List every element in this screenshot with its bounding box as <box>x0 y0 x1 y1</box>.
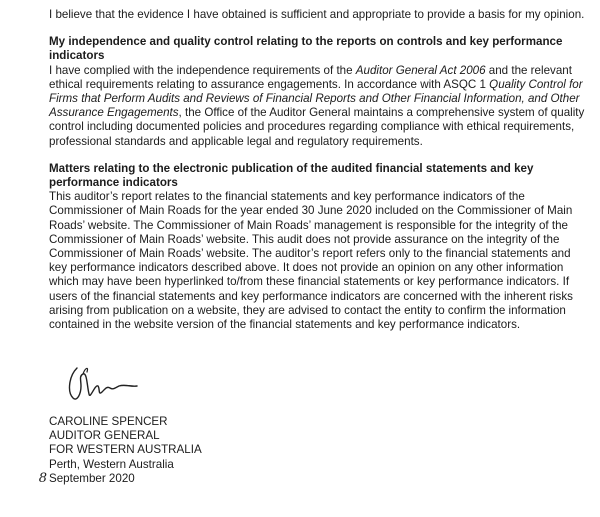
intro-paragraph: I believe that the evidence I have obtained is sufficient and appropriate to provide a basis for my opinion. <box>49 8 585 21</box>
signatory-name: CAROLINE SPENCER <box>49 415 168 428</box>
electronic-publication-paragraph: This auditor’s report relates to the financial statements and key performance indicators of the Commissioner of Main Roads for the year ended 30 June 2020 included on the Commissioner of Main Roads’ website. The Commissioner of Main Roads’ management is responsible for the integrity of the Commissioner of Main Roads’ website. This audit does not provide assurance on the integrity of the Commissioner of Main Roads’ website. The auditor’s report refers only to the financial statements and key performance indicators described above. It does not provide an opinion on any other information which may have been hyperlinked to/from these financial statements or key performance indicators. If users of the financial statements and key performance indicators are concerned with the inherent risks arising from publication on a website, they are advised to contact the entity to confirm the information contained in the website version of the financial statements and key performance indicators. <box>49 190 573 332</box>
act-name: Auditor General Act 2006 <box>355 63 486 77</box>
signatory-title: AUDITOR GENERAL <box>49 429 160 443</box>
independence-heading: My independence and quality control relating to the reports on controls and key performance indicators <box>49 35 563 63</box>
independence-section <box>49 35 589 149</box>
audit-report-page <box>49 8 589 345</box>
independence-text-3: , the Office of the Auditor General maintains a comprehensive system of quality control including documented policies and procedures regarding compliance with ethical requirements, professional standards and applicable legal and regulatory requirements. <box>49 106 585 148</box>
signing-location: Perth, Western Australia <box>49 457 174 471</box>
signatory-jurisdiction: FOR WESTERN AUSTRALIA <box>49 443 202 457</box>
independence-text-2: and the relevant ethical requirements relating to assurance engagements. In accordance with ASQC 1 <box>49 63 572 91</box>
signing-date-day: 8 <box>38 470 47 486</box>
independence-paragraph <box>49 64 589 149</box>
signing-date <box>38 470 202 486</box>
electronic-publication-heading: Matters relating to the electronic publication of the audited financial statements and key performance indicators <box>49 161 534 190</box>
handwritten-signature-icon <box>65 362 145 408</box>
asqc-title: Quality Control for Firms that Perform Audits and Reviews of Financial Reports and Other Financial Information, and Other Assurance Engagements <box>49 77 583 120</box>
electronic-publication-section <box>49 162 589 332</box>
signing-date-rest: September 2020 <box>49 471 135 485</box>
independence-text-1: I have complied with the independence requirements of the <box>49 63 356 77</box>
signatory-details <box>38 415 202 486</box>
